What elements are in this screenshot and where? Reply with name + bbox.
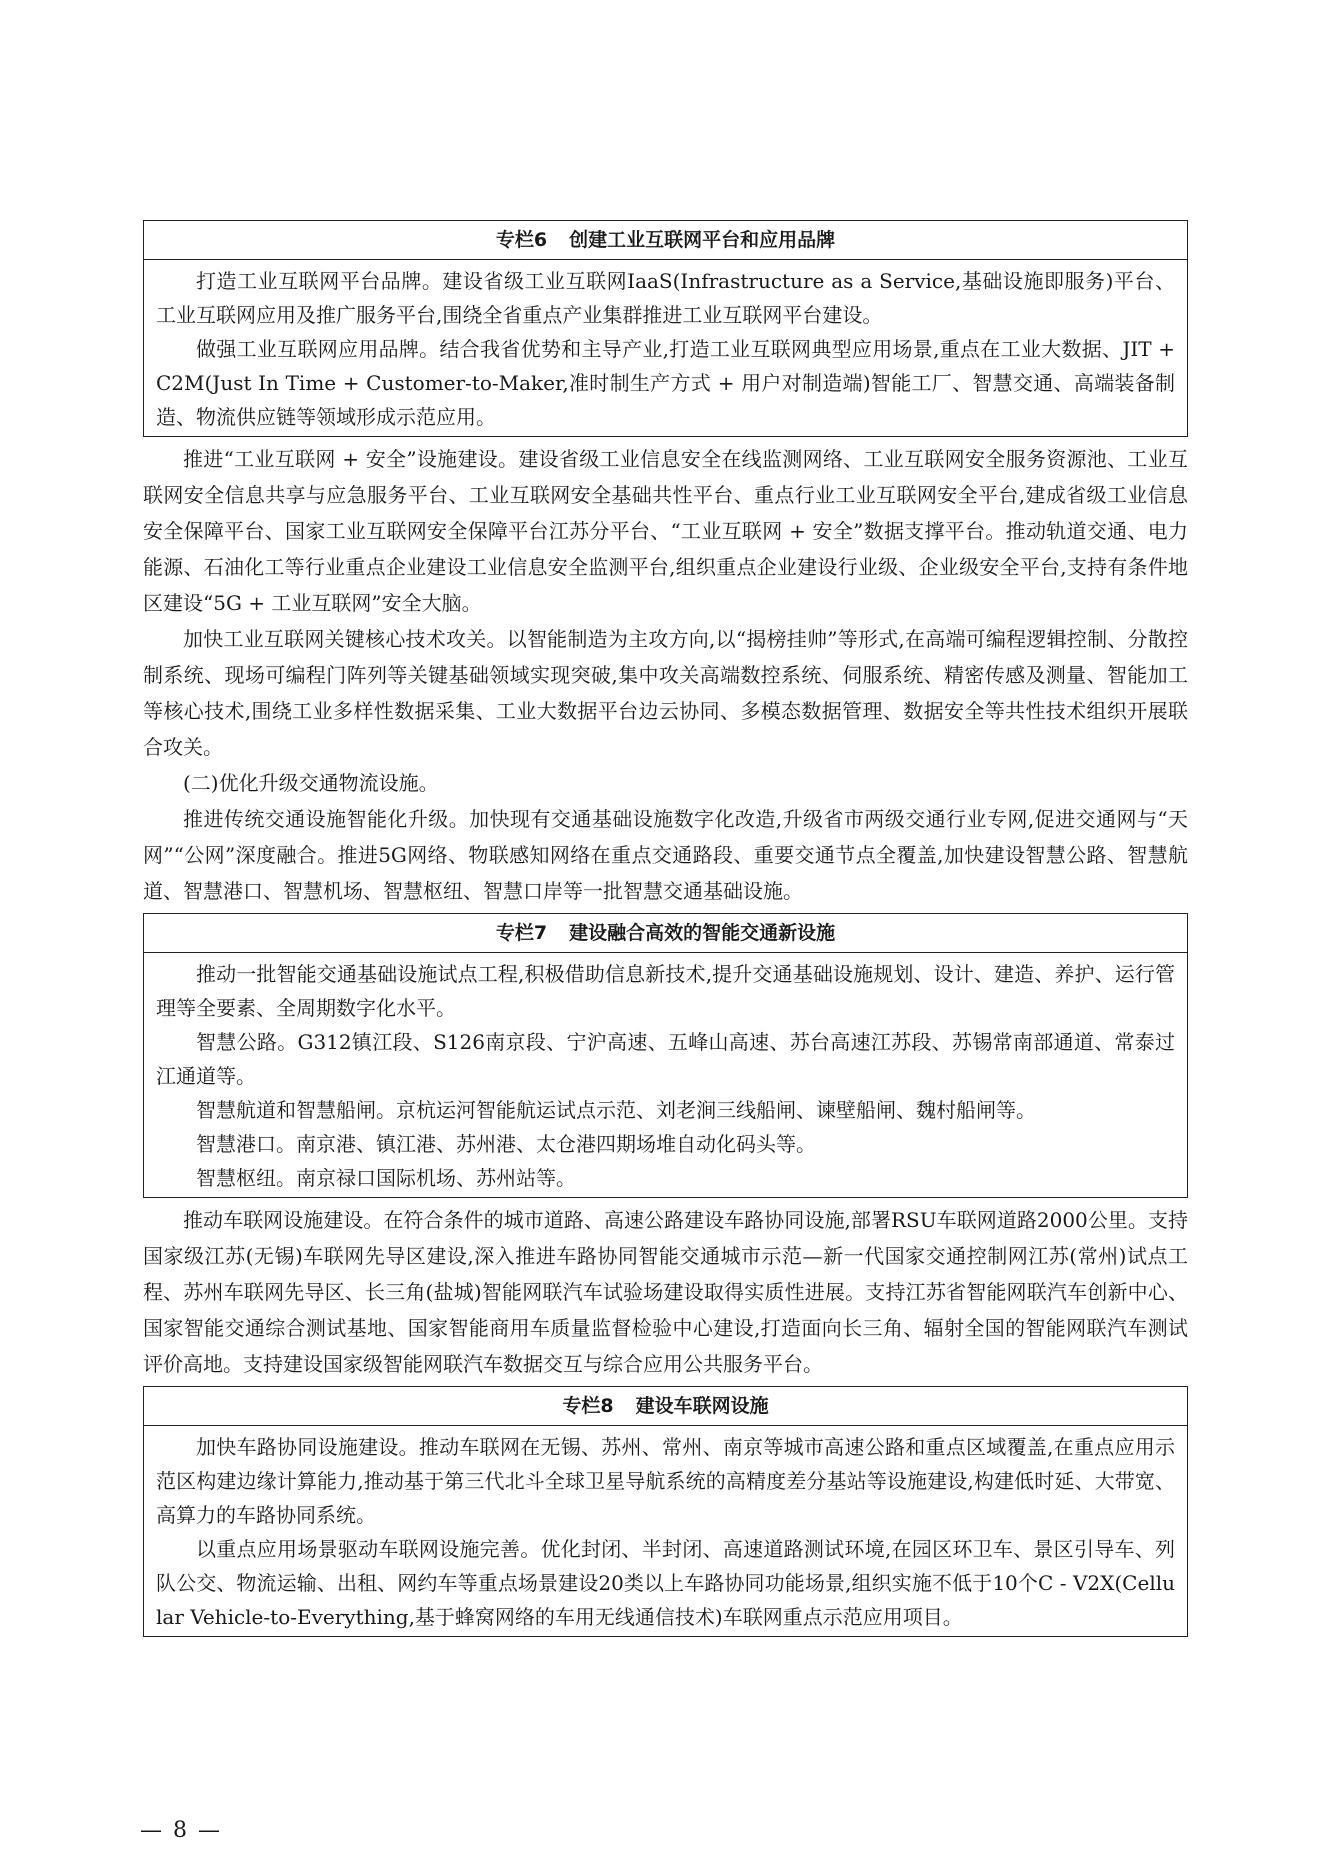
box-6-title: [144, 221, 1187, 260]
box-8-title: [144, 1387, 1187, 1426]
box-7-heading: 建设融合高效的智能交通新设施: [569, 922, 836, 944]
box-8-label: 专栏8: [562, 1395, 614, 1417]
body-paragraph: 推动车联网设施建设。在符合条件的城市道路、高速公路建设车路协同设施,部署RSU车联网道路2000公里。支持国家级江苏(无锡)车联网先导区建设,深入推进车路协同智能交通城市示范—新一代国家交通控制网江苏(常州)试点工程、苏州车联网先导区、长三角(盐城)智能网联汽车试验场建设取得实质性进展。支持江苏省智能网联汽车创新中心、国家智能交通综合测试基地、国家智能商用车质量监督检验中心建设,打造面向长三角、辐射全国的智能网联汽车测试评价高地。支持建设国家级智能网联汽车数据交互与综合应用公共服务平台。: [143, 1208, 1188, 1376]
box-7: [143, 913, 1188, 1198]
body-paragraph: 推进传统交通设施智能化升级。加快现有交通基础设施数字化改造,升级省市两级交通行业专网,促进交通网与“天网”“公网”深度融合。推进5G网络、物联感知网络在重点交通路段、重要交通节点全覆盖,加快建设智慧公路、智慧航道、智慧港口、智慧机场、智慧枢纽、智慧口岸等一批智慧交通基础设施。: [143, 807, 1188, 903]
section-heading: (二)优化升级交通物流设施。: [183, 771, 439, 795]
box-8-paragraph: 加快车路协同设施建设。推动车联网在无锡、苏州、常州、南京等城市高速公路和重点区域覆盖,在重点应用示范区构建边缘计算能力,推动基于第三代北斗全球卫星导航系统的高精度差分基站等设施建设,构建低时延、大带宽、高算力的车路协同系统。: [156, 1435, 1175, 1527]
box-7-paragraph: 智慧枢纽。南京禄口国际机场、苏州站等。: [196, 1166, 576, 1190]
box-7-label: 专栏7: [495, 922, 548, 944]
box-6: [143, 220, 1188, 437]
box-6-label: 专栏6: [495, 229, 548, 251]
page-number: — 8 —: [140, 1818, 222, 1843]
box-7-paragraph: 推动一批智能交通基础设施试点工程,积极借助信息新技术,提升交通基础设施规划、设计、建造、养护、运行管理等全要素、全周期数字化水平。: [156, 962, 1175, 1020]
body-paragraph: 加快工业互联网关键核心技术攻关。以智能制造为主攻方向,以“揭榜挂帅”等形式,在高端可编程逻辑控制、分散控制系统、现场可编程门阵列等关键基础领域实现突破,集中攻关高端数控系统、伺服系统、精密传感及测量、智能加工等核心技术,围绕工业多样性数据采集、工业大数据平台边云协同、多模态数据管理、数据安全等共性技术组织开展联合攻关。: [143, 627, 1188, 759]
box-7-paragraph: 智慧航道和智慧船闸。京杭运河智能航运试点示范、刘老涧三线船闸、谏壁船闸、魏村船闸等。: [196, 1098, 1036, 1122]
box-8-heading: 建设车联网设施: [635, 1395, 769, 1417]
box-7-title: [144, 914, 1187, 953]
box-7-body: [144, 953, 1187, 1197]
box-7-paragraph: 智慧港口。南京港、镇江港、苏州港、太仓港四期场堆自动化码头等。: [196, 1132, 816, 1156]
body-paragraph: 推进“工业互联网 + 安全”设施建设。建设省级工业信息安全在线监测网络、工业互联网安全服务资源池、工业互联网安全信息共享与应急服务平台、工业互联网安全基础共性平台、重点行业工业互联网安全平台,建成省级工业信息安全保障平台、国家工业互联网安全保障平台江苏分平台、“工业互联网 + 安全”数据支撑平台。推动轨道交通、电力能源、石油化工等行业重点企业建设工业信息安全监测平台,组织重点企业建设行业级、企业级安全平台,支持有条件地区建设“5G + 工业互联网”安全大脑。: [143, 447, 1188, 615]
box-8-body: [144, 1426, 1187, 1636]
box-6-paragraph: 打造工业互联网平台品牌。建设省级工业互联网IaaS(Infrastructure as a Service,基础设施即服务)平台、工业互联网应用及推广服务平台,围绕全省重点产业集群推进工业互联网平台建设。: [156, 269, 1175, 327]
box-6-body: [144, 260, 1187, 436]
box-7-paragraph: 智慧公路。G312镇江段、S126南京段、宁沪高速、五峰山高速、苏台高速江苏段、苏锡常南部通道、常泰过江通道等。: [156, 1030, 1175, 1088]
box-8-paragraph: 以重点应用场景驱动车联网设施完善。优化封闭、半封闭、高速道路测试环境,在园区环卫车、景区引导车、列队公交、物流运输、出租、网约车等重点场景建设20类以上车路协同功能场景,组织实施不低于10个C - V2X(Cellular Vehicle-to-Everything,基于蜂窝网络的车用无线通信技术)车联网重点示范应用项目。: [156, 1537, 1175, 1629]
page-content: [143, 220, 1188, 1637]
box-6-paragraph: 做强工业互联网应用品牌。结合我省优势和主导产业,打造工业互联网典型应用场景,重点在工业大数据、JIT + C2M(Just In Time + Customer-to-Maker,准时制生产方式 + 用户对制造端)智能工厂、智慧交通、高端装备制造、物流供应链等领域形成示范应用。: [156, 337, 1175, 429]
box-8: [143, 1386, 1188, 1637]
box-6-heading: 创建工业互联网平台和应用品牌: [569, 229, 836, 251]
